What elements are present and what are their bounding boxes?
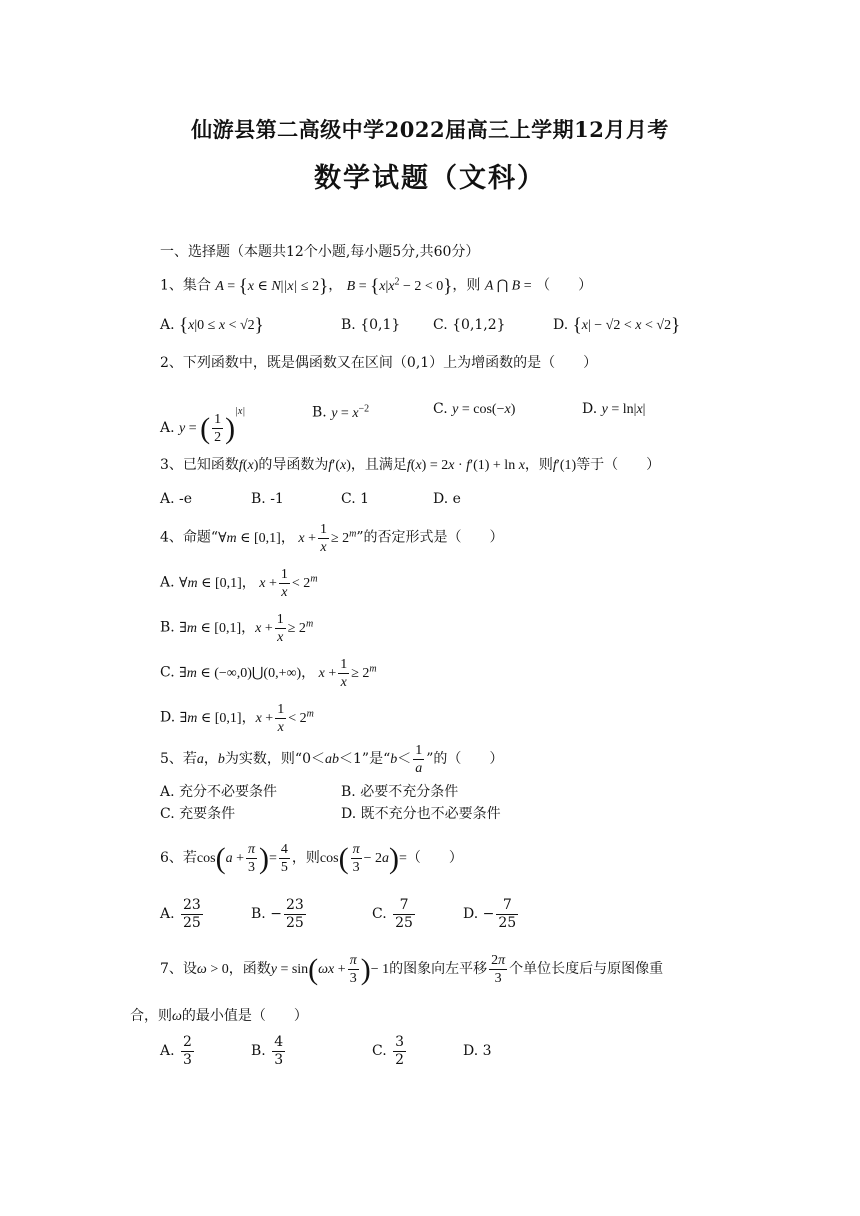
question-2-stem: 2、下列函数中，既是偶函数又在区间（0,1）上为增函数的是（ ） <box>160 355 598 371</box>
q3-option-d: D. e <box>433 491 461 507</box>
q1-option-b: B. {0,1} <box>341 317 401 333</box>
q6-option-c: C. $\frac{7}{25}$ <box>372 896 413 931</box>
q7-option-d: D. 3 <box>463 1043 492 1059</box>
q3-option-b: B. -1 <box>251 491 284 507</box>
exam-title: 仙游县第二高级中学2022届高三上学期12月月考 <box>191 117 669 142</box>
q1-option-a: A. {x|0 ≤ x < √2} <box>160 314 264 336</box>
question-5-stem: 5、若a，b为实数，则“0＜ab＜1”是“b＜ $\frac{1}{a}$ ”的（ ） <box>160 743 504 777</box>
question-7-stem-cont: 合，则ω的最小值是（ ） <box>130 1008 308 1024</box>
intersection-formula: A ⋂ B = <box>484 278 532 294</box>
q1-option-d: D. {x| − √2 < x < √2} <box>553 314 681 336</box>
q7-option-c: C. $\frac{3}{2}$ <box>372 1033 405 1068</box>
q5-option-b: B. 必要不充分条件 <box>341 784 459 800</box>
question-7-stem: 7、设ω > 0，函数y = sin(ωx + $\frac{\pi}{3}$ )− 1的图象向左平移 $\frac{2\pi}{3}$ 个单位长度后与原图像重 <box>160 952 664 987</box>
q6-option-b: B. − $\frac{23}{25}$ <box>251 896 304 931</box>
q7-option-a: A. $\frac{2}{3}$ <box>160 1033 192 1068</box>
question-3-stem: 3、已知函数f(x)的导函数为f′(x)，且满足f(x) = 2x · f′(1) + ln x，则f′(1)等于（ ） <box>160 457 661 473</box>
set-b-formula: $B = \{x|x^2 - 2 < 0\}$ <box>346 275 453 297</box>
q5-option-a: A. 充分不必要条件 <box>160 784 278 800</box>
q4-option-d: D. ∃m ∈ [0,1]，x + $\frac{1}{x}$ < $2^m$ <box>160 701 314 735</box>
exam-subtitle: 数学试题（文科） <box>314 163 546 194</box>
question-1-stem: 1、集合 A = {x ∈ N||x| ≤ 2}， $B = \{x|x^2 - 2 < 0\}$，则 A ⋂ B = （ ） <box>160 275 593 297</box>
q6-option-a: A. $\frac{23}{25}$ <box>160 896 201 931</box>
q3-option-c: C. 1 <box>341 491 370 507</box>
q4-option-a: A. ∀m ∈ [0,1]， x + $\frac{1}{x}$ < $2^m$ <box>160 566 318 600</box>
q2-option-d: D. y = ln|x| <box>582 401 646 417</box>
q4-option-c: C. ∃m ∈ (−∞,0)⋃(0,+∞)， x + $\frac{1}{x}$ ≥ $2^m$ <box>160 656 377 690</box>
question-4-stem: 4、命题“∀m ∈ [0,1]， x + $\frac{1}{x}$ ≥ $2^m$”的否定形式是（ ） <box>160 521 504 555</box>
q2-option-b: B. $y = x^{-2}$ <box>312 403 370 421</box>
question-6-stem: 6、若cos(a + $\frac{\pi}{3}$ )= $\frac{4}{5}$ ，则cos( $\frac{\pi}{3}$ − 2a)=（ ） <box>160 841 463 876</box>
q5-option-c: C. 充要条件 <box>160 806 236 822</box>
q7-option-b: B. $\frac{4}{3}$ <box>251 1033 284 1068</box>
set-a-formula: A = {x ∈ N||x| ≤ 2} <box>215 275 329 297</box>
section-heading: 一、选择题（本题共12个小题,每小题5分,共60分） <box>160 244 480 260</box>
q2-option-c: C. y = cos(−x) <box>433 401 516 417</box>
q1-option-c: C. {0,1,2} <box>433 317 506 333</box>
q6-option-d: D. − $\frac{7}{25}$ <box>463 896 517 931</box>
q3-option-a: A. -e <box>160 491 193 507</box>
q4-option-b: B. ∃m ∈ [0,1]，x + $\frac{1}{x}$ ≥ $2^m$ <box>160 611 314 645</box>
q2-option-a: A. y = ( $\frac{1}{2}$ )$^{|x|}$ <box>160 406 246 446</box>
q5-option-d: D. 既不充分也不必要条件 <box>341 806 501 822</box>
